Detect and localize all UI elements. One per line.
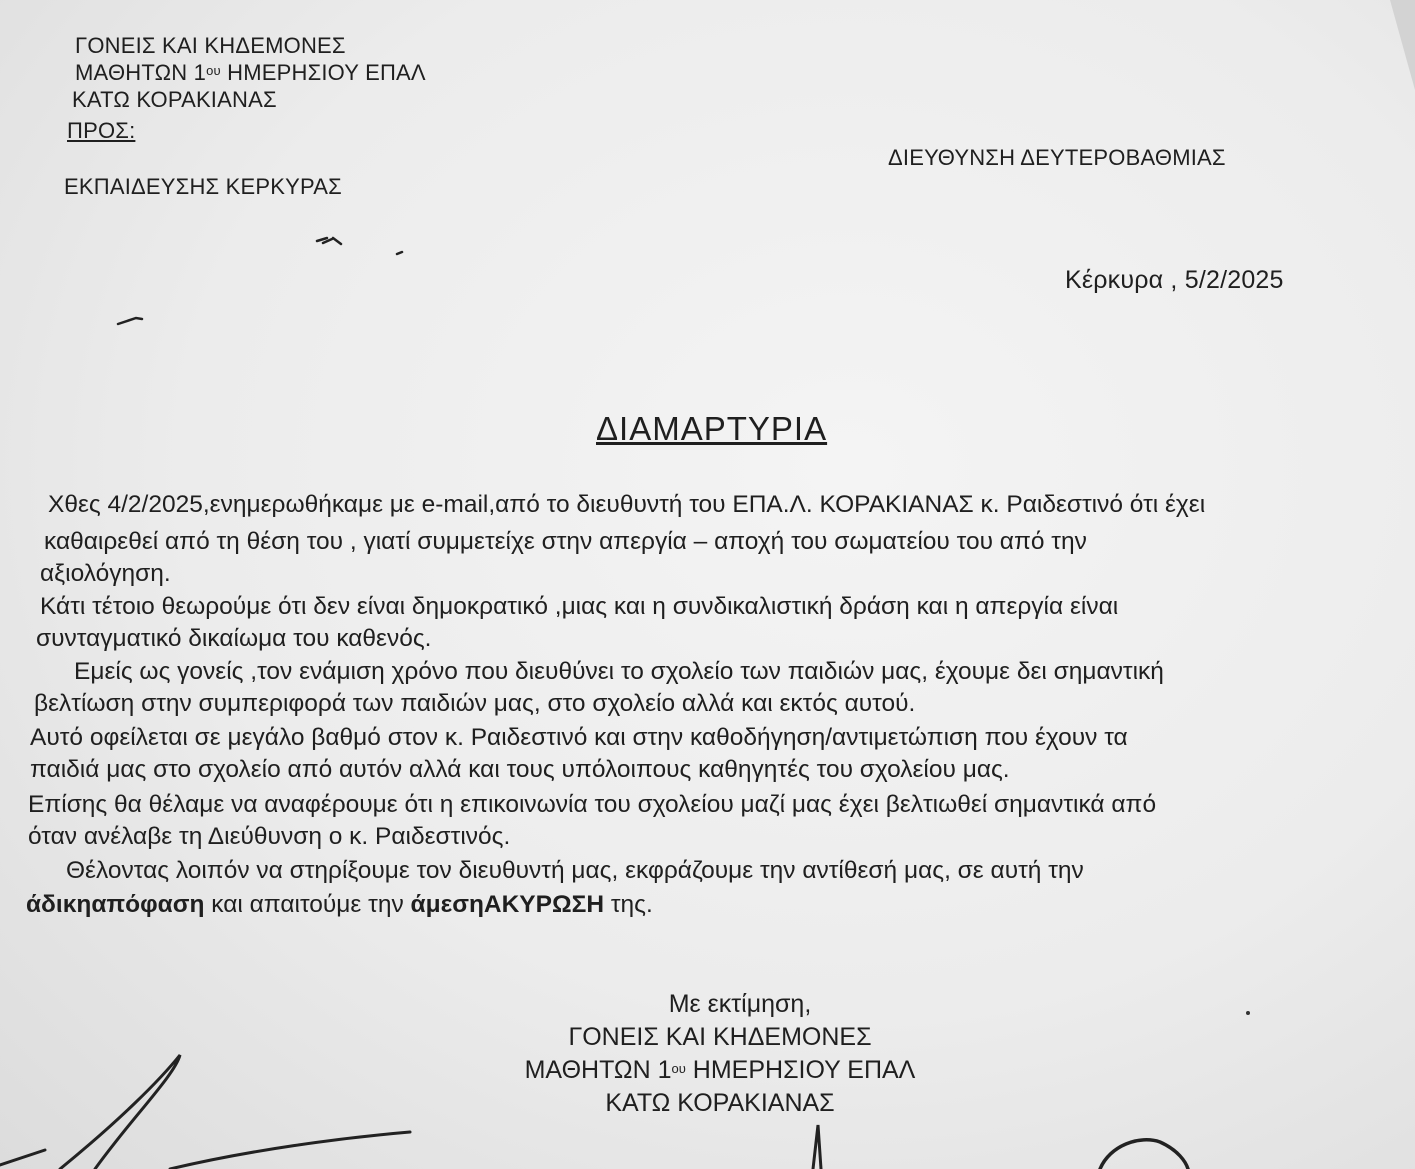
closing-greeting: Με εκτίμηση, [668,990,812,1018]
body-line: άδικηαπόφαση και απαιτούμε την άμεσηΑΚΥΡΩΣΗ της. [26,891,653,918]
signature-stroke [1100,1140,1188,1169]
place-date: Κέρκυρα , 5/2/2025 [1065,266,1284,294]
body-line: παιδιά μας στο σχολείο από αυτόν αλλά και τους υπόλοιπους καθηγητές του σχολείου μας. [30,756,1010,783]
body-line: αξιολόγηση. [40,560,171,587]
document-title: ΔΙΑΜΑΡΤΥΡΙΑ [596,410,828,447]
to-label: ΠΡΟΣ: [67,118,136,143]
body-line: Κάτι τέτοιο θεωρούμε ότι δεν είναι δημοκρατικό ,μιας και η συνδικαλιστική δράση και η απεργία είναι [40,593,1119,620]
body-line: καθαιρεθεί από τη θέση του , γιατί συμμετείχε στην απεργία – αποχή του σωματείου του από την [44,528,1087,555]
closing-line-3: ΚΑΤΩ ΚΟΡΑΚΙΑΝΑΣ [605,1089,835,1117]
signature-stroke [0,1150,45,1165]
body-line: συνταγματικό δικαίωμα του καθενός. [36,625,432,652]
body-line: Χθες 4/2/2025,ενημερωθήκαμε με e-mail,από το διευθυντή του ΕΠΑ.Λ. ΚΟΡΑΚΙΑΝΑΣ κ. Ραιδεστινό ότι έχει [48,491,1206,518]
ink-dot [1246,1011,1250,1015]
body-line: Επίσης θα θέλαμε να αναφέρουμε ότι η επικοινωνία του σχολείου μαζί μας έχει βελτιωθεί σημαντικά από [28,791,1157,818]
signature-stroke [170,1132,410,1169]
body-line: Εμείς ως γονείς ,τον ενάμιση χρόνο που διευθύνει το σχολείο των παιδιών μας, έχουμε δει σημαντική [74,658,1164,685]
sender-line-1: ΓΟΝΕΙΣ ΚΑΙ ΚΗΔΕΜΟΝΕΣ [75,33,346,58]
body-line: Αυτό οφείλεται σε μεγάλο βαθμό στον κ. Ραιδεστινό και στην καθοδήγηση/αντιμετώπιση που έχουν τα [30,724,1128,751]
recipient-line-2: ΕΚΠΑΙΔΕΥΣΗΣ ΚΕΡΚΥΡΑΣ [64,174,342,199]
body-line: Θέλοντας λοιπόν να στηρίξουμε τον διευθυντή μας, εκφράζουμε την αντίθεσή μας, σε αυτή την [66,857,1084,884]
signature-stroke [60,1055,180,1169]
closing-line-2: ΜΑΘΗΤΩΝ $1^{o\upsilon}$ ΗΜΕΡΗΣΙΟΥ ΕΠΑΛ [524,1056,916,1084]
body-line: βελτίωση στην συμπεριφορά των παιδιών μας, στο σχολείο αλλά και εκτός αυτού. [34,690,916,717]
recipient-line-1: ΔΙΕΥΘΥΝΣΗ ΔΕΥΤΕΡΟΒΑΘΜΙΑΣ [888,145,1226,170]
sender-line-3: ΚΑΤΩ ΚΟΡΑΚΙΑΝΑΣ [72,87,277,112]
sender-line-2: ΜΑΘΗΤΩΝ $1^{o\upsilon}$ ΗΜΕΡΗΣΙΟΥ ΕΠΑΛ [75,60,426,85]
body-line: όταν ανέλαβε τη Διεύθυνση ο κ. Ραιδεστινός. [28,823,511,850]
signature-stroke [813,1125,821,1169]
ink-speck [397,252,402,254]
ink-speck [317,238,341,244]
ink-speck [118,318,142,324]
closing-line-1: ΓΟΝΕΙΣ ΚΑΙ ΚΗΔΕΜΟΝΕΣ [568,1023,872,1051]
